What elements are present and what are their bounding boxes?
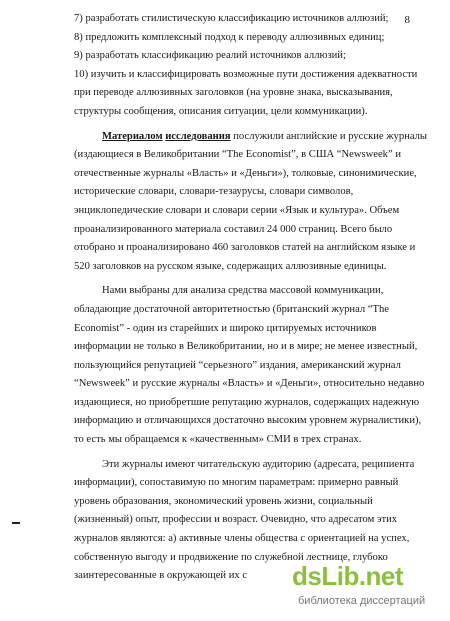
paragraph-line: информации не только в Великобритании, но и в мире; не менее известный, (74, 341, 418, 353)
paragraph-line: отобрано и проанализировано 460 заголовков статей на английском языке и (74, 242, 416, 254)
page-body (74, 10, 428, 586)
paragraph-line: (жизненный) опыт, профессии и возраст. Очевидно, что адресатом этих (74, 514, 398, 526)
paragraph-line: информацию и отличающихся достаточно высоким уровнем журналистики), (74, 415, 422, 427)
paragraph-line: энциклопедические словари и словари серии «Язык и культура». Объем (74, 204, 400, 216)
paragraph-material (74, 128, 428, 277)
paragraph-line: издающиеся, но приобретшие репутацию журналов, содержащих надежную (74, 396, 420, 408)
margin-mark (12, 522, 20, 524)
task-list (74, 10, 418, 122)
paragraph-line: Нами выбраны для анализа средства массовой коммуникации, (102, 285, 384, 297)
paragraph-line: уровень образования, экономический уровень жизни, социальный (74, 495, 373, 507)
paragraph-line: журналов являются: а) активные члены общества с ориентацией на успех, (74, 533, 410, 545)
paragraph-line: проанализированного материала составил 24 000 страниц. Всего было (74, 223, 393, 235)
list-item: 10) изучить и классифицировать возможные пути достижения адекватности (74, 68, 418, 80)
paragraph-line: Эти журналы имеют читательскую аудиторию (адресата, реципиента (102, 458, 415, 470)
watermark-logo: dsLib.net (292, 561, 404, 591)
watermark (292, 561, 442, 615)
paragraph-text: послужили английские и русские журналы (230, 130, 428, 142)
paragraph-line: Economist” - один из старейших и широко цитируемых источников (74, 322, 377, 334)
list-item: 8) предложить комплексный подход к переводу аллюзивных единиц; (74, 31, 385, 43)
list-item-continuation: при переводе аллюзивных заголовков (на уровне знака, высказывания, (74, 87, 393, 99)
paragraph-line: отечественные журналы «Власть» и «Деньги»), толковые, синонимические, (74, 167, 417, 179)
paragraph-line: 520 заголовков на русском языке, содержащих аллюзивные единицы. (74, 260, 387, 272)
paragraph-media-choice (74, 282, 425, 449)
emphasis-material: Материалом (102, 130, 163, 142)
paragraph-line: то есть мы обращаемся к «качественным» СМИ в трех странах. (74, 434, 362, 446)
page-number: 8 (404, 14, 410, 26)
paragraph-line: собственную выгоду и продвижение по служебной лестнице, глубоко (74, 551, 388, 563)
list-item: 9) разработать классификацию реалий источников аллюзий; (74, 50, 346, 62)
paragraph-line: информации), сопоставимую по многим параметрам: примерно равный (74, 477, 399, 489)
watermark-subtitle: библиотека диссертаций (298, 595, 426, 607)
paragraph-line: заинтересованные в окружающей их с (74, 570, 248, 582)
list-item: 7) разработать стилистическую классификацию источников аллюзий; (74, 13, 389, 24)
emphasis-research: исследования (165, 130, 231, 142)
paragraph-line: исторические словари, словари-тезаурусы, словари символов, (74, 186, 354, 198)
paragraph-line: обладающие достаточной авторитетностью (британский журнал “The (74, 303, 390, 315)
list-item-continuation: структуры сообщения, описания ситуации, цели коммуникации). (74, 105, 368, 117)
paragraph-line: “Newsweek” и русские журналы «Власть» и «Деньги», относительно недавно (74, 378, 425, 390)
paragraph-line: пользующийся репутацией “серьезного” издания, американский журнал (74, 359, 401, 371)
paragraph-line: (издающиеся в Великобритании “The Economist”, в США “Newsweek” и (74, 149, 401, 161)
